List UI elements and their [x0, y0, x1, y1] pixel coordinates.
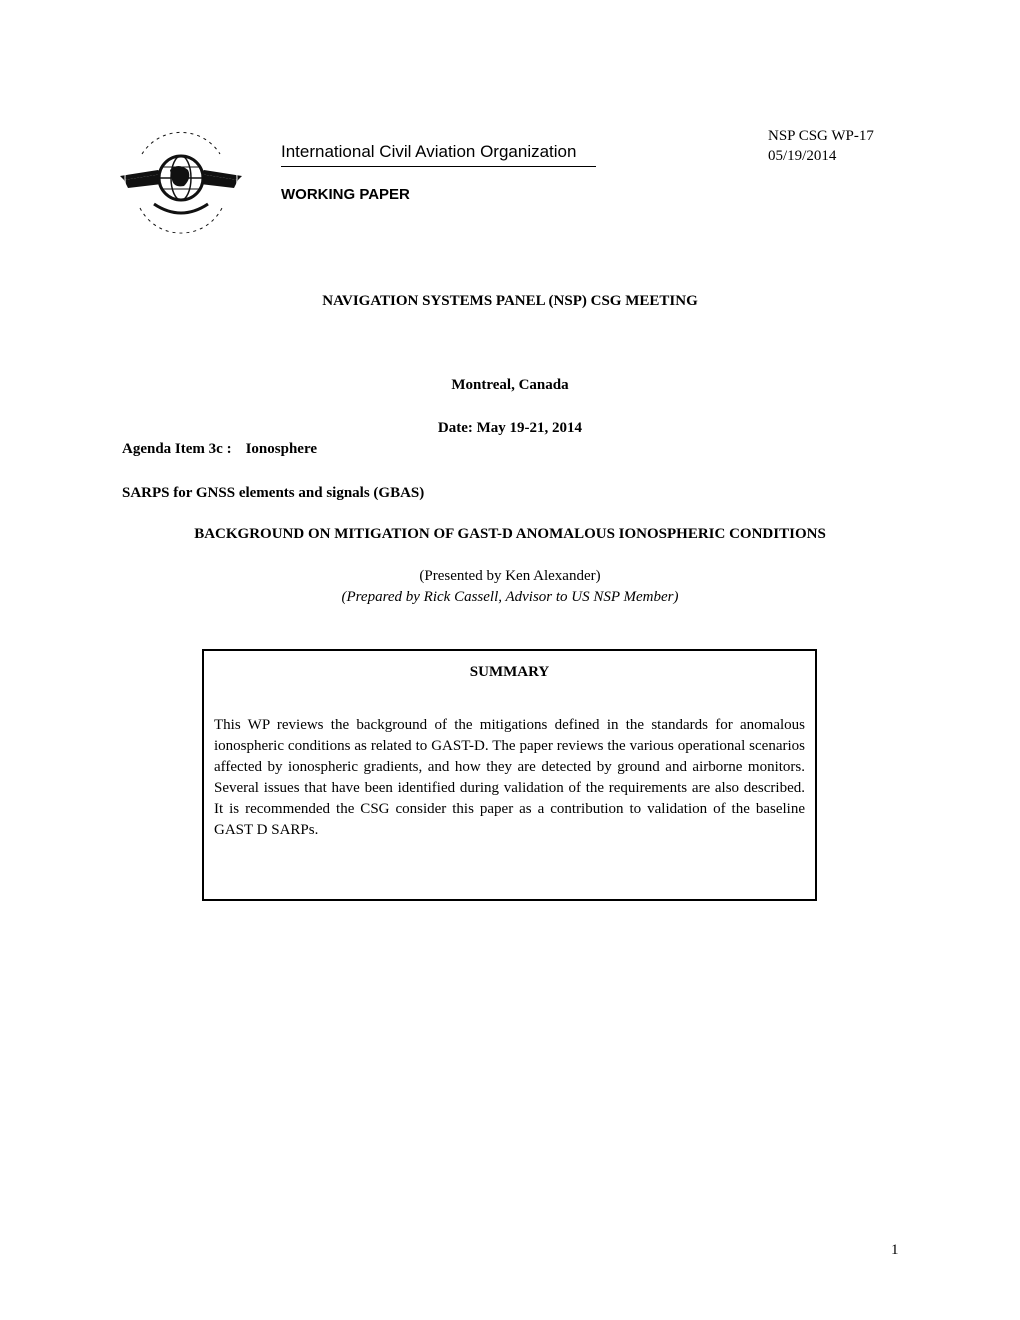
paper-title: BACKGROUND ON MITIGATION OF GAST-D ANOMALOUS IONOSPHERIC CONDITIONS [194, 526, 826, 542]
agenda-line [122, 441, 317, 458]
summary-heading: SUMMARY [469, 664, 550, 680]
organization-name: International Civil Aviation Organization [281, 142, 577, 161]
agenda-subject: SARPS for GNSS elements and signals (GBAS) [122, 485, 425, 501]
page-number: 1 [891, 1242, 899, 1258]
document-id: NSP CSG WP-17 [768, 128, 874, 144]
paper-type: WORKING PAPER [281, 186, 410, 203]
meeting-date: Date: May 19-21, 2014 [437, 420, 583, 436]
prepared-by: (Prepared by Rick Cassell, Advisor to US NSP Member) [341, 589, 679, 605]
presented-by: (Presented by Ken Alexander) [419, 568, 601, 584]
meeting-title: NAVIGATION SYSTEMS PANEL (NSP) CSG MEETING [322, 293, 698, 309]
organization-rule [281, 166, 596, 167]
agenda-item: Agenda Item 3c : [122, 441, 232, 457]
summary-text: This WP reviews the background of the mitigations defined in the standards for anomalous ionospheric conditions as related to GAST-D. The paper reviews the various operational scenarios affected by ionospheric gradients, and how they are detected by ground and airborne monitors. Several issues that have been identified during validation of the requirements are also described. It is recommended the CSG consider this paper as a contribution to validation of the baseline GAST D SARPs. [214, 717, 805, 838]
meeting-location: Montreal, Canada [451, 377, 569, 393]
document-date: 05/19/2014 [768, 148, 837, 164]
icao-emblem-icon [118, 118, 244, 244]
summary-box [202, 649, 817, 901]
agenda-topic: Ionosphere [245, 441, 317, 457]
